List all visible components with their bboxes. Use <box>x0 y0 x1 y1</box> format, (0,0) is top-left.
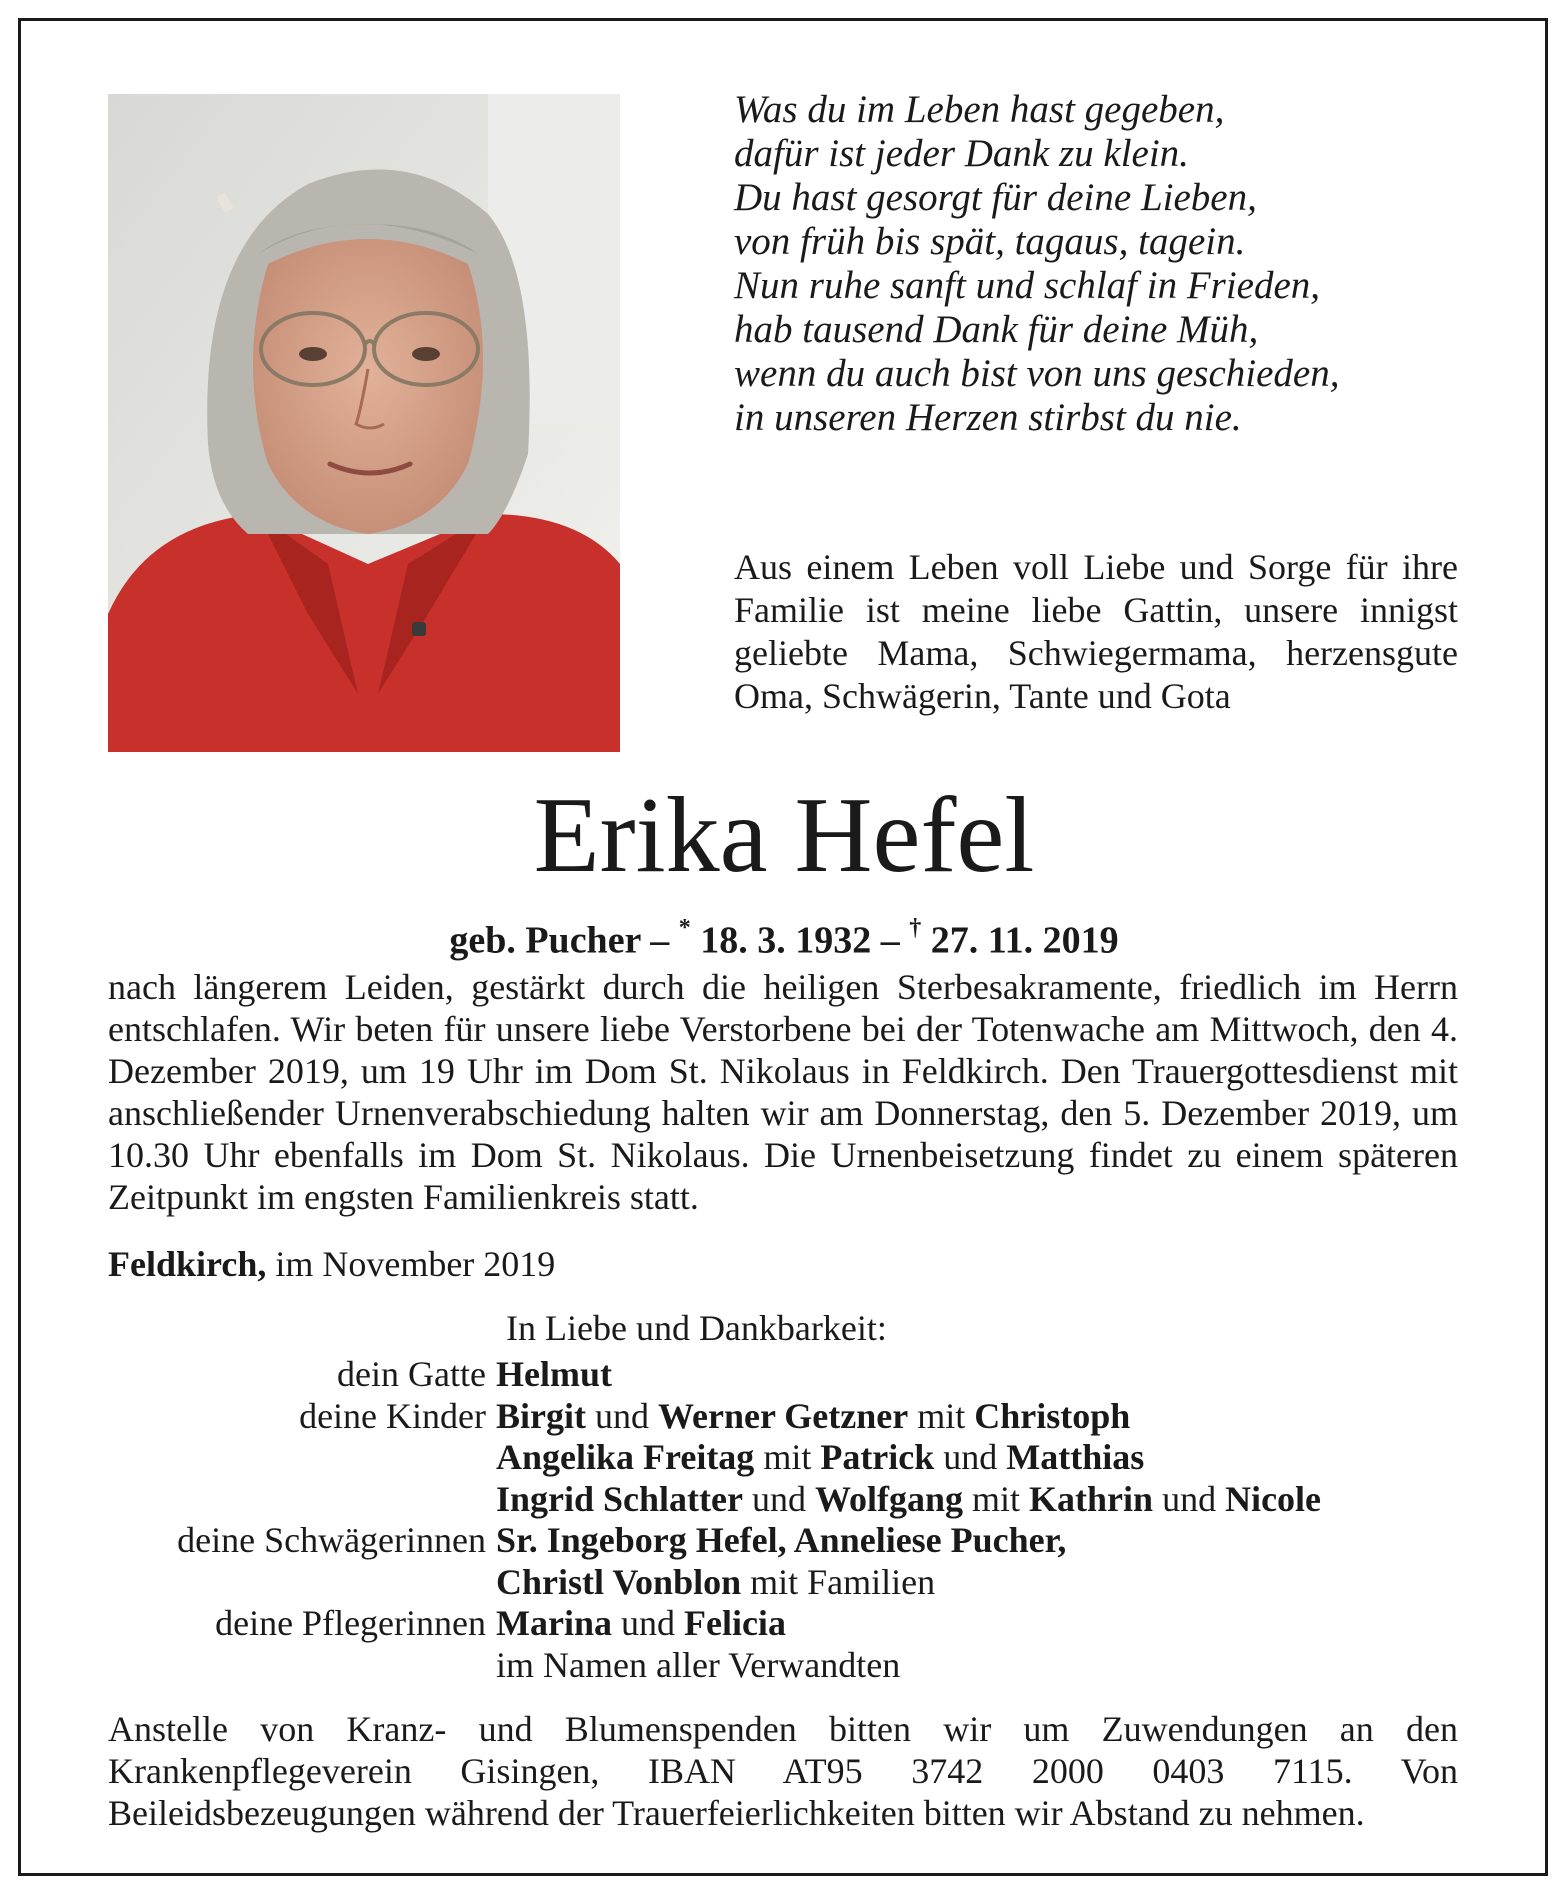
portrait-photo <box>108 94 620 752</box>
mourner-name: Helmut <box>496 1354 612 1394</box>
announcement-text: nach längerem Leiden, gestärkt durch die heiligen Sterbesakramente, friedlich im Herrn entschlafen. Wir beten für unsere liebe Verstorbene bei der Totenwache am Mittwoch, den 4. Dezember 2019, um 19 Uhr im Dom St. Nikolaus in Feldkirch. Den Trauergottesdienst mit anschließender Urnenverabschiedung halten wir am Donnerstag, den 5. Dezember 2019, um 10.30 Uhr ebenfalls im Dom St. Nikolaus. Die Urnenbeisetzung findet zu einem späteren Zeitpunkt im engsten Familienkreis statt. <box>108 967 1458 1217</box>
mourner-name: Marina <box>496 1603 612 1643</box>
intro-paragraph <box>734 546 1458 718</box>
place-date: im November 2019 <box>266 1244 556 1284</box>
intro-text: Aus einem Leben voll Liebe und Sorge für ihre Familie ist meine liebe Gattin, unsere innigst geliebte Mama, Schwiegermama, herzensgute Oma, Schwägerin, Tante und Gota <box>734 547 1458 716</box>
mourner-row <box>108 1396 1468 1438</box>
death-date: 27. 11. 2019 <box>921 919 1119 962</box>
mourner-names <box>496 1520 1066 1562</box>
birth-date: 18. 3. 1932 – <box>690 919 910 962</box>
life-dates <box>0 908 1568 965</box>
donation-note <box>108 1708 1458 1834</box>
mourner-names <box>496 1603 786 1645</box>
place-city: Feldkirch, <box>108 1244 267 1284</box>
mourner-name: Christoph <box>974 1395 1131 1436</box>
connector: mit Familien <box>741 1561 936 1602</box>
mourner-names <box>496 1396 1130 1438</box>
connector: mit <box>963 1478 1030 1519</box>
place-date-line <box>108 1242 555 1286</box>
deceased-name: Erika Hefel <box>533 776 1035 895</box>
mourner-row <box>108 1479 1468 1521</box>
mourner-name: Sr. Ingeborg Hefel, Anneliese Pucher, <box>496 1520 1067 1560</box>
mourner-names <box>496 1645 900 1687</box>
mourner-row <box>108 1645 1468 1687</box>
relatives-line: im Namen aller Verwandten <box>496 1644 901 1685</box>
mourner-names <box>496 1437 1144 1479</box>
mourner-name: Matthias <box>1006 1437 1145 1477</box>
mourner-name: Wolfgang <box>815 1478 964 1519</box>
relation-label <box>108 1437 496 1479</box>
mourner-names <box>496 1354 612 1396</box>
relation-label: deine Schwägerinnen <box>177 1520 486 1560</box>
portrait-illustration <box>108 94 620 752</box>
mourner-row <box>108 1562 1468 1604</box>
mourner-names <box>496 1479 1321 1521</box>
mourners-list <box>108 1354 1468 1686</box>
mourner-name: Birgit <box>496 1395 586 1436</box>
mourner-name: Kathrin <box>1029 1478 1154 1519</box>
relation-label: deine Pflegerinnen <box>215 1603 486 1643</box>
death-symbol: † <box>909 915 922 941</box>
poem-line: von früh bis spät, tagaus, tagein. <box>734 220 1246 263</box>
poem-line: wenn du auch bist von uns geschieden, <box>734 352 1340 395</box>
relation-label: dein Gatte <box>337 1354 486 1394</box>
mourner-row <box>108 1437 1468 1479</box>
relation-label <box>108 1479 496 1521</box>
mourner-name: Angelika Freitag <box>496 1437 755 1477</box>
poem-line: hab tausend Dank für deine Müh, <box>734 308 1259 351</box>
mourner-name: Werner Getzner <box>657 1395 909 1436</box>
connector: und <box>934 1437 1007 1477</box>
connector: und <box>1153 1478 1226 1519</box>
poem-line: Du hast gesorgt für deine Lieben, <box>734 176 1257 219</box>
thanks-line: In Liebe und Dankbarkeit: <box>506 1308 887 1348</box>
announcement-body <box>108 966 1458 1218</box>
mourner-name: Patrick <box>820 1437 935 1477</box>
donation-text: Anstelle von Kranz- und Blumenspenden bitten wir um Zuwendungen an den Krankenpflegeverein Gisingen, IBAN AT95 3742 2000 0403 7115. Von Beileidsbezeugungen während der Trauerfeierlichkeiten bitten wir Abstand zu nehmen. <box>108 1709 1458 1833</box>
poem-line: dafür ist jeder Dank zu klein. <box>734 132 1189 175</box>
mourner-row <box>108 1354 1468 1396</box>
connector: und <box>585 1395 658 1436</box>
connector: und <box>743 1478 815 1519</box>
memorial-poem <box>734 88 1494 440</box>
mourner-name: Nicole <box>1225 1478 1322 1519</box>
mourner-row <box>108 1520 1468 1562</box>
birth-symbol: * <box>678 915 691 941</box>
relation-label <box>108 1645 496 1687</box>
relation-label: deine Kinder <box>299 1395 486 1436</box>
mourner-row <box>108 1603 1468 1645</box>
mourner-name: Felicia <box>683 1603 786 1643</box>
mourner-name: Christl Vonblon <box>496 1561 742 1602</box>
connector: mit <box>754 1437 821 1477</box>
connector: und <box>611 1603 684 1643</box>
poem-line: Was du im Leben hast gegeben, <box>734 88 1225 131</box>
born-prefix: geb. Pucher – <box>449 919 679 962</box>
connector: mit <box>908 1395 975 1436</box>
poem-line: in unseren Herzen stirbst du nie. <box>734 396 1242 439</box>
relation-label <box>108 1562 496 1604</box>
mourner-names <box>496 1562 935 1604</box>
poem-line: Nun ruhe sanft und schlaf in Frieden, <box>734 264 1321 307</box>
mourner-name: Ingrid Schlatter <box>496 1478 743 1519</box>
